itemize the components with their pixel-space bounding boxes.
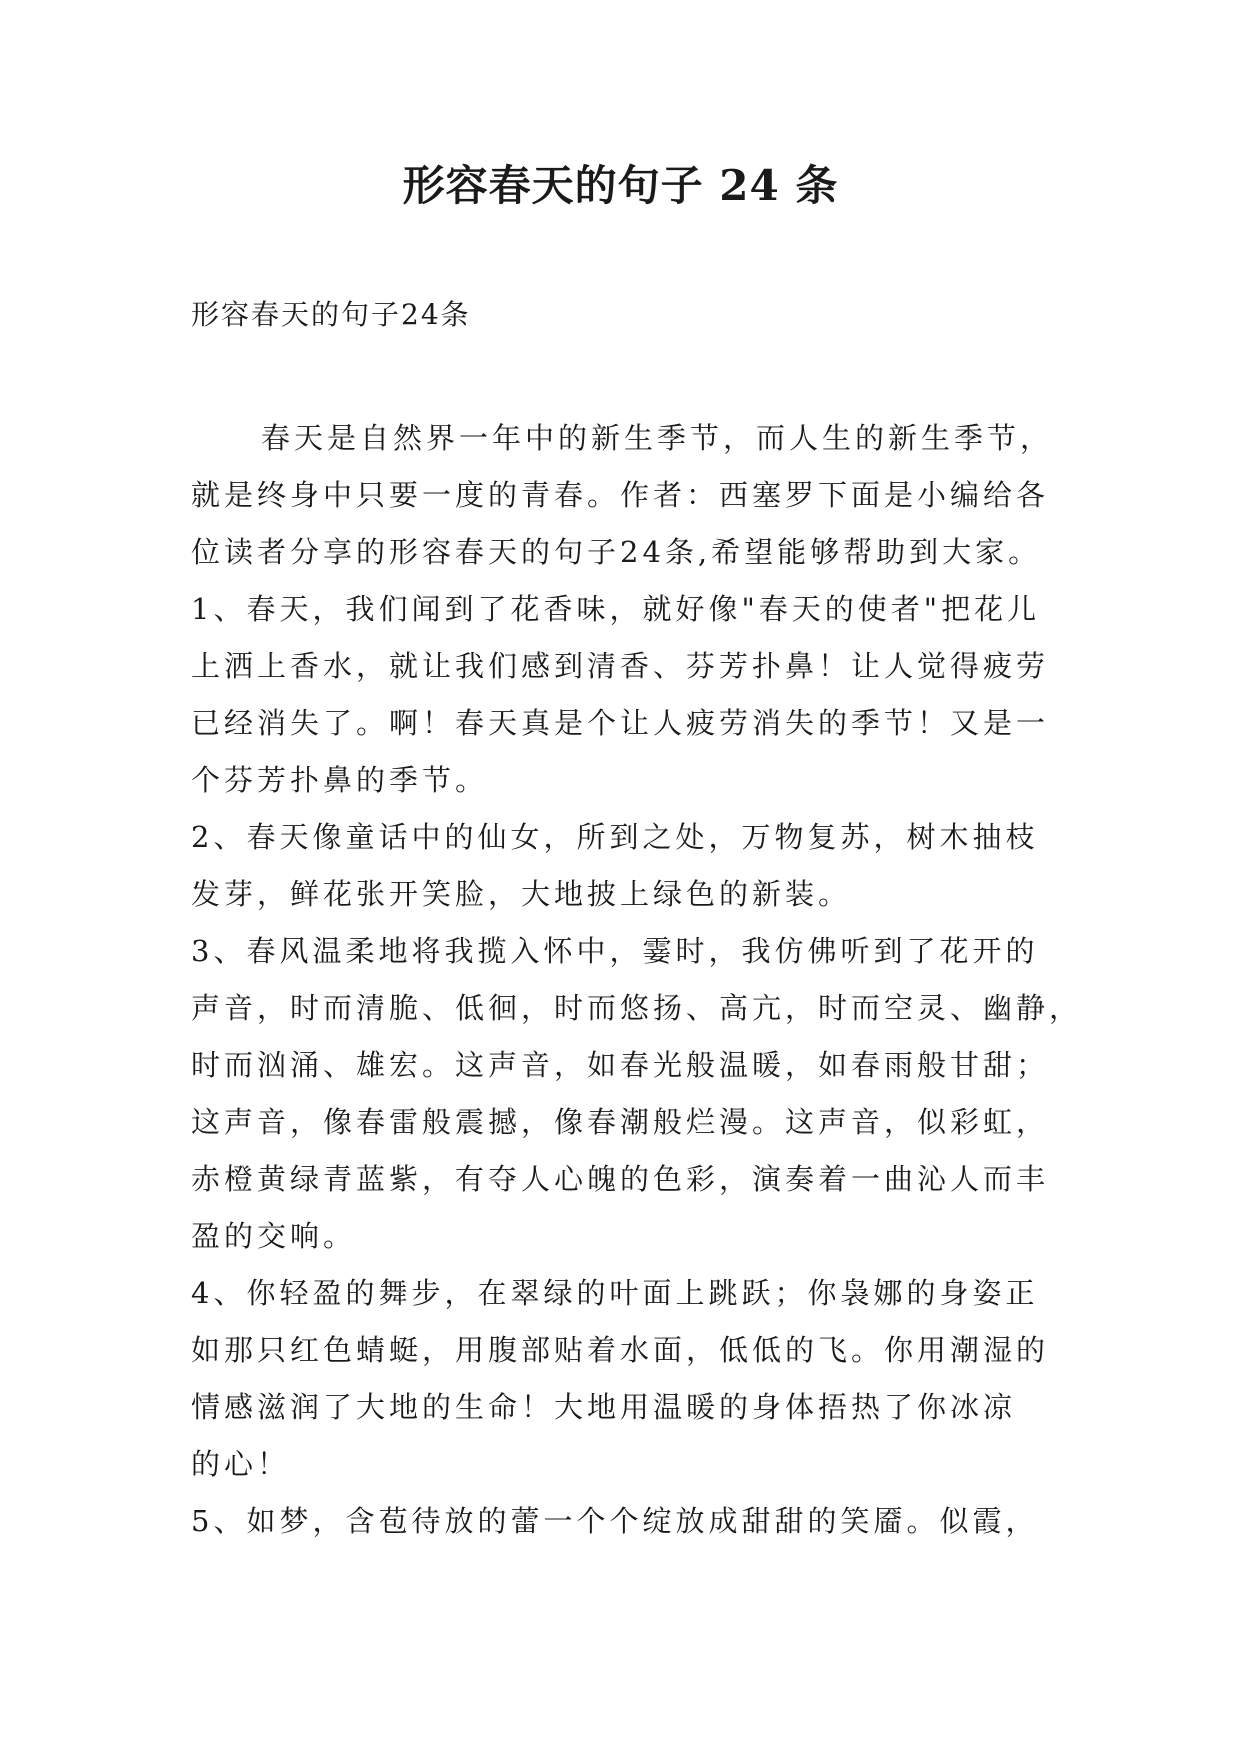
paragraph-line: 已经消失了。啊！春天真是个让人疲劳消失的季节！又是一 xyxy=(191,706,1050,740)
paragraph-line: 如那只红色蜻蜓，用腹部贴着水面，低低的飞。你用潮湿的 xyxy=(191,1333,1050,1367)
paragraph-line: 4、你轻盈的舞步，在翠绿的叶面上跳跃；你袅娜的身姿正 xyxy=(191,1276,1039,1310)
paragraph-line: 上洒上香水，就让我们感到清香、芬芳扑鼻！让人觉得疲劳 xyxy=(191,649,1050,683)
paragraph-line: 情感滋润了大地的生命！大地用温暖的身体捂热了你冰凉 xyxy=(191,1390,1017,1424)
paragraph-line: 位读者分享的形容春天的句子24条,希望能够帮助到大家。 xyxy=(191,535,1042,569)
paragraph-line: 盈的交响。 xyxy=(191,1219,357,1253)
paragraph-line: 1、春天，我们闻到了花香味，就好像"春天的使者"把花儿 xyxy=(191,592,1041,626)
document-body xyxy=(191,410,1083,1550)
paragraph-line: 时而汹涌、雄宏。这声音，如春光般温暖，如春雨般甘甜； xyxy=(191,1048,1050,1082)
paragraph-line: 3、春风温柔地将我揽入怀中，霎时，我仿佛听到了花开的 xyxy=(191,934,1039,968)
paragraph-line: 发芽，鲜花张开笑脸，大地披上绿色的新装。 xyxy=(191,877,852,911)
paragraph-line: 春天是自然界一年中的新生季节，而人生的新生季节， xyxy=(261,421,1054,455)
document-subtitle: 形容春天的句子24条 xyxy=(191,298,471,331)
paragraph-line: 个芬芳扑鼻的季节。 xyxy=(191,763,489,797)
paragraph-line: 2、春天像童话中的仙女，所到之处，万物复苏，树木抽枝 xyxy=(191,820,1039,854)
paragraph-line: 的心！ xyxy=(191,1447,291,1481)
paragraph-line: 5、如梦，含苞待放的蕾一个个绽放成甜甜的笑靥。似霞， xyxy=(191,1504,1039,1538)
document-title: 形容春天的句子 24 条 xyxy=(402,161,839,210)
paragraph-line: 就是终身中只要一度的青春。作者：西塞罗下面是小编给各 xyxy=(191,478,1050,512)
paragraph-line: 声音，时而清脆、低徊，时而悠扬、高亢，时而空灵、幽静， xyxy=(191,991,1083,1025)
paragraph-line: 赤橙黄绿青蓝紫，有夺人心魄的色彩，演奏着一曲沁人而丰 xyxy=(191,1162,1050,1196)
paragraph-line: 这声音，像春雷般震撼，像春潮般烂漫。这声音，似彩虹， xyxy=(191,1105,1050,1139)
